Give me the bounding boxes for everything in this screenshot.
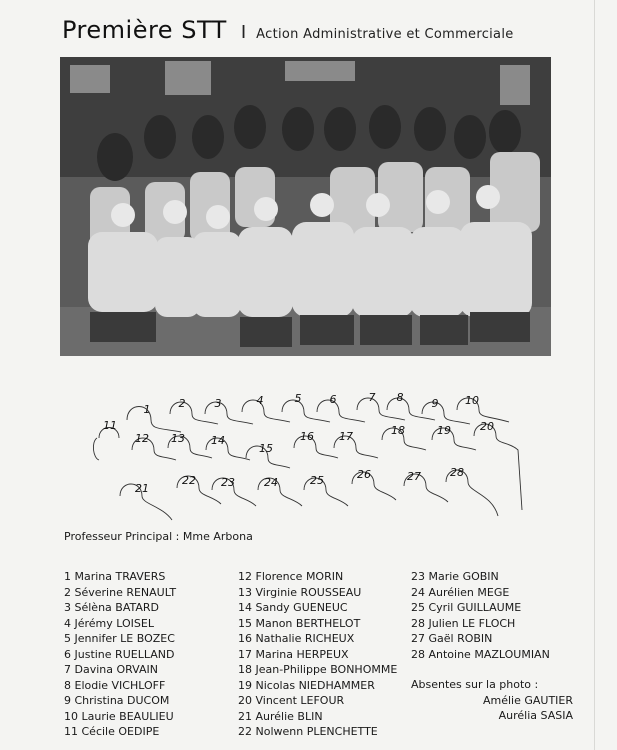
diagram-number-14: 14: [211, 434, 225, 447]
diagram-number-20: 20: [480, 420, 494, 433]
class-subtitle: Action Administrative et Commerciale: [256, 27, 514, 42]
list-item: 11 Cécile OEDIPE: [64, 725, 160, 738]
list-item: 19 Nicolas NIEDHAMMER: [238, 678, 375, 692]
names-column-1: [64, 569, 176, 740]
list-item: 17 Marina HERPEUX: [238, 647, 349, 661]
diagram-number-21: 21: [135, 482, 149, 495]
diagram-number-24: 24: [264, 476, 278, 489]
list-item: 15 Manon BERTHELOT: [238, 616, 361, 630]
title-separator: I: [240, 22, 247, 43]
diagram-number-23: 23: [221, 476, 235, 489]
diagram-number-8: 8: [396, 391, 404, 404]
page-edge: [594, 0, 595, 750]
diagram-number-17: 17: [339, 430, 353, 443]
diagram-number-10: 10: [465, 394, 479, 407]
names-column-3: [411, 569, 550, 662]
list-item: 9 Christina DUCOM: [64, 694, 170, 707]
diagram-number-13: 13: [171, 432, 185, 445]
diagram-number-5: 5: [294, 392, 302, 405]
list-item: 20 Vincent LEFOUR: [238, 694, 345, 707]
list-item: 23 Marie GOBIN: [411, 570, 499, 583]
absent-section: [411, 677, 573, 724]
list-item: 7 Davina ORVAIN: [64, 663, 158, 676]
list-item: 5 Jennifer LE BOZEC: [64, 632, 175, 645]
class-name: Première STT: [62, 16, 227, 44]
diagram-number-6: 6: [329, 393, 337, 406]
list-item: 22 Nolwenn PLENCHETTE: [238, 725, 378, 738]
diagram-number-9: 9: [431, 397, 439, 410]
professor-line: Professeur Principal : Mme Arbona: [64, 530, 253, 543]
list-item: 25 Cyril GUILLAUME: [411, 601, 522, 614]
diagram-number-26: 26: [357, 468, 371, 481]
diagram-number-22: 22: [182, 474, 196, 487]
list-item: 1 Marina TRAVERS: [64, 570, 166, 583]
diagram-number-16: 16: [300, 430, 314, 443]
diagram-number-1: 1: [143, 403, 151, 416]
absent-name: Amélie GAUTIER: [482, 693, 573, 707]
diagram-number-4: 4: [256, 394, 264, 407]
list-item: 4 Jérémy LOISEL: [64, 616, 154, 630]
diagram-number-15: 15: [259, 442, 273, 455]
absent-label: Absentes sur la photo :: [411, 678, 539, 691]
diagram-number-7: 7: [368, 391, 376, 404]
absent-name: Aurélia SASIA: [498, 709, 573, 722]
list-item: 24 Aurélien MEGE: [411, 585, 510, 599]
diagram-number-28: 28: [450, 466, 464, 479]
diagram-number-2: 2: [178, 397, 186, 410]
diagram-number-11: 11: [103, 419, 117, 432]
list-item: 18 Jean-Philippe BONHOMME: [238, 663, 398, 676]
names-column-2: [238, 569, 397, 740]
list-item: 10 Laurie BEAULIEU: [64, 709, 174, 723]
list-item: 21 Aurélie BLIN: [238, 709, 323, 723]
diagram-number-27: 27: [407, 470, 421, 483]
list-item: 12 Florence MORIN: [238, 570, 344, 583]
page-title: [62, 16, 514, 44]
list-item: 14 Sandy GUENEUC: [238, 601, 348, 614]
class-photo: [60, 57, 551, 356]
list-item: 16 Nathalie RICHEUX: [238, 632, 355, 645]
diagram-number-12: 12: [135, 432, 149, 445]
list-item: 13 Virginie ROUSSEAU: [238, 585, 362, 599]
diagram-number-19: 19: [437, 424, 451, 437]
diagram-number-18: 18: [391, 424, 405, 437]
list-item: 2 Séverine RENAULT: [64, 585, 177, 599]
diagram-number-3: 3: [214, 397, 222, 410]
list-item: 6 Justine RUELLAND: [64, 647, 175, 661]
class-photo-image: [60, 57, 551, 356]
seating-diagram: [82, 378, 532, 528]
list-item: 27 Gaël ROBIN: [411, 632, 493, 645]
list-item: 8 Elodie VICHLOFF: [64, 678, 166, 692]
list-item: 28 Julien LE FLOCH: [411, 616, 516, 630]
list-item: 3 Sélèna BATARD: [64, 601, 159, 614]
diagram-number-25: 25: [310, 474, 324, 487]
list-item: 28 Antoine MAZLOUMIAN: [411, 647, 550, 661]
